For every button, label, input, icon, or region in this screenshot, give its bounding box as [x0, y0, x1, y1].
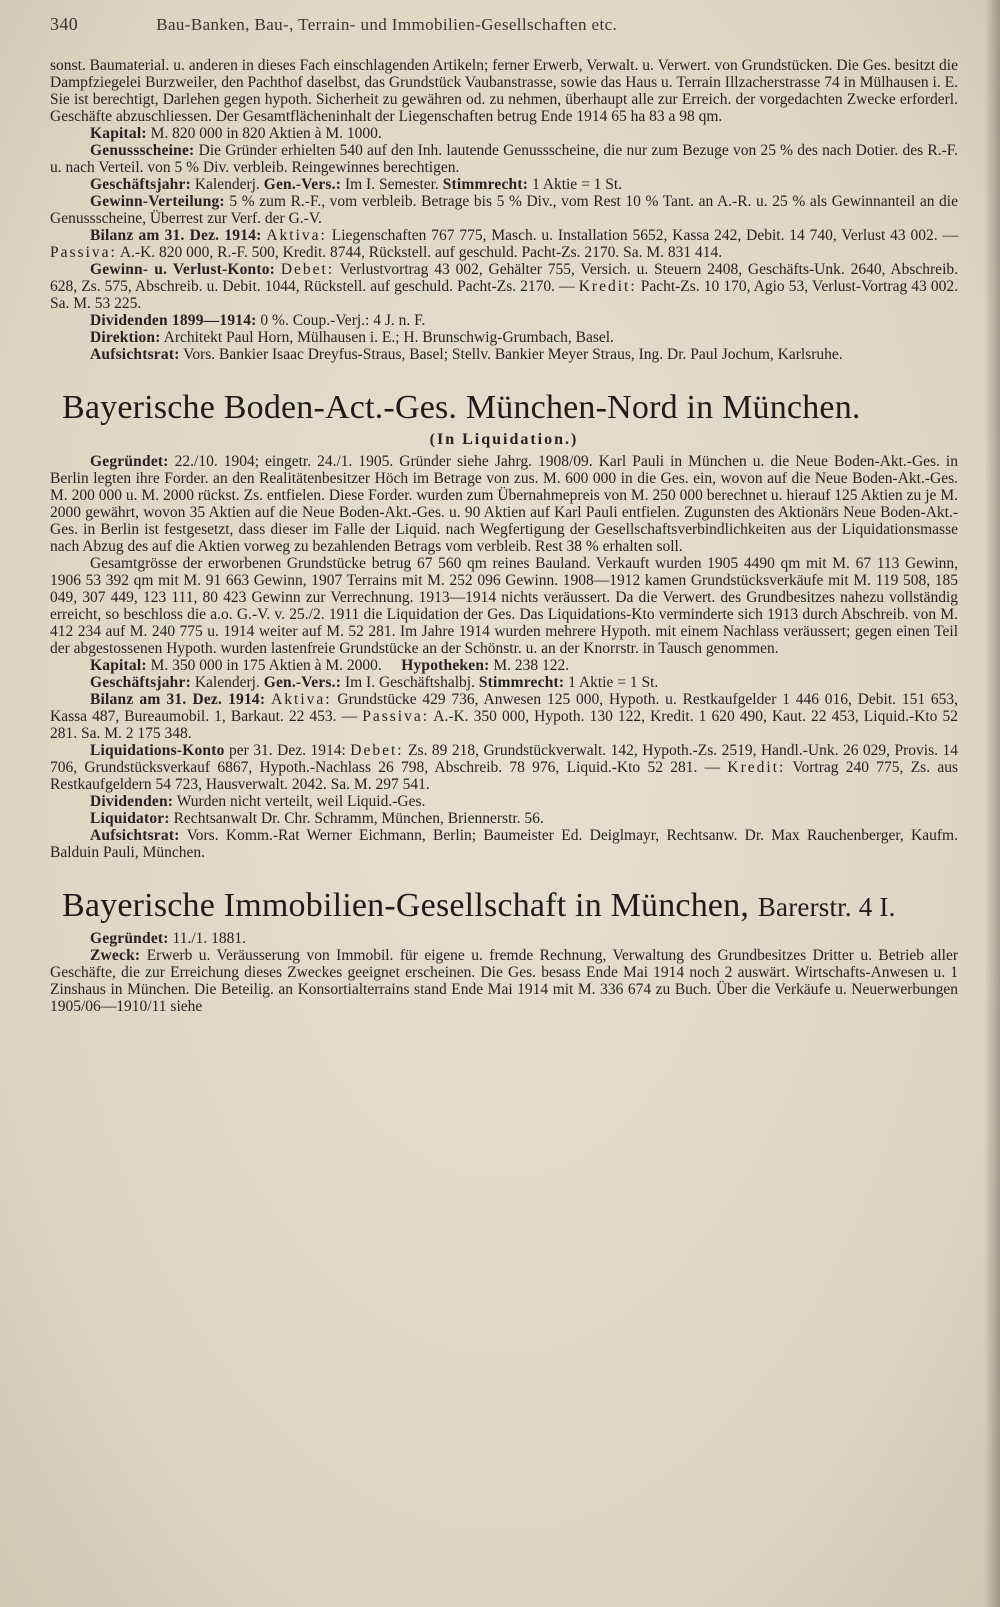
debet-label: Debet: [350, 742, 404, 759]
dividenden-label: Dividenden 1899—1914: [90, 312, 257, 329]
bilanz-label: Bilanz am 31. Dez. 1914: [90, 227, 262, 244]
kapital-label: Kapital: [90, 125, 147, 142]
aufsichtsrat-entry [50, 346, 958, 363]
genussscheine-text: Die Gründer erhielten 540 auf den Inh. lautende Genussscheine, die nur zum Bezuge von 25 % des nach Dotier. des R.-F. u. nach Verteil. von 5 % Div. verbleib. Reingewinnes berechtigen. [50, 142, 959, 176]
intro-paragraph: sonst. Baumaterial. u. anderen in dieses Fach einschlagenden Artikeln; ferner Erwerb, Verwalt. u. Verwert. von Grundstücken. Die Ges. besitzt die Dampfziegelei Burzweiler, den Pachthof daselbst, das Grundstück Vaubanstrasse, sowie das Haus u. Terrain Illzacherstrasse 74 in Mülhausen i. E. Sie ist berechtigt, Darlehen gegen hypoth. Sicherheit zu gewähren od. zu nehmen, überhaupt alle zur Erreich. der vorgedachten Zwecke erforderl. Geschäfte abzuschliessen. Der Gesamtflächeninhalt der Liegenschaften betrug Ende 1914 65 ha 83 a 98 qm. [50, 57, 958, 125]
direktion-label: Direktion: [90, 329, 161, 346]
company-title-address: Barerstr. 4 I. [757, 892, 896, 922]
debet-label: Debet: [280, 261, 335, 278]
genussscheine-label: Genussscheine: [90, 142, 195, 159]
gewinn-verlust-label: Gewinn- u. Verlust-Konto: [90, 261, 276, 278]
aktiva-label: Aktiva: [271, 691, 332, 708]
section-muenchen-nord [50, 389, 958, 861]
gegruendet-entry [50, 453, 958, 555]
kredit-text: Vortrag 240 775, Zs. aus Restkaufgeldern 54 723, Hausverwalt. 2042. Sa. M. 297 541. [50, 759, 959, 793]
gegruendet-text: 22./10. 1904; eingetr. 24./1. 1905. Gründer siehe Jahrg. 1908/09. Karl Pauli in München u. die Neue Boden-Akt.-Ges. in Berlin legten ihre Forder. an den Realitätenbesitzer Höch im Betrage von zus. M. 600 000 in die Ges. ein, wovon auf die Neue Boden-Akt.-Ges. M. 200 000 u. M. 2000 rückst. Zs. entfielen. Diese Forder. wurden zum Übernahmepreis von M. 250 000 berechnet u. hierauf 125 Aktien zu je M. 2000 gewährt, wovon 35 Aktien auf die Neue Boden-Akt.-Ges. u. 90 Aktien auf Karl Pauli entfielen. Zugunsten des Aktionärs Neue Boden-Akt.-Ges. in Berlin ist festgesetzt, dass dieser im Falle der Liquid. nach Wegfertigung der Gesellschaftsverbindlichkeiten aus der Liquidationsmasse nach Abzug des auf die Aktien vorweg zu bezahlenden Betrags vom verbleib. Rest 38 % erhalten soll. [50, 453, 958, 555]
kredit-text: Pacht-Zs. 10 170, Agio 53, Verlust-Vortrag 43 002. Sa. M. 53 225. [50, 278, 958, 312]
dividenden-entry [50, 793, 958, 810]
zweck-text: Erwerb u. Veräusserung von Immobil. für eigene u. fremde Rechnung, Verwaltung des Grundbesitzes Dritter u. Betrieb aller Geschäfte, die zur Erreichung dieses Zweckes geeignet erscheinen. Die Ges. besass Ende Mai 1914 noch 2 auswärt. Wirtschafts-Anwesen u. 1 Zinshaus in München. Die Beteilig. an Konsortialterrains stand Ende Mai 1914 mit M. 336 674 zu Buch. Über die Verkäufe u. Neuerwerbungen 1905/06—1910/11 siehe [50, 947, 958, 1015]
gen-vers-label: Gen.-Vers.: [263, 176, 342, 193]
liquidations-konto-label: Liquidations-Konto [90, 742, 225, 759]
genussscheine-entry [50, 142, 958, 176]
gewinn-verteilung-text: 5 % zum R.-F., vom verbleib. Betrage bis 5 % Div., vom Rest 10 % Tant. an A.-R. u. 25 % als Gewinnanteil an die Genussscheine, Überrest zur Verf. der G.-V. [50, 193, 958, 227]
aktiva-label: Aktiva: [266, 227, 327, 244]
kapital-entry [50, 125, 958, 142]
dividenden-text: 0 %. Coup.-Verj.: 4 J. n. F. [260, 312, 426, 329]
gegruendet-label: Gegründet: [90, 930, 169, 947]
stimmrecht-text: 1 Aktie = 1 St. [568, 674, 659, 691]
aktiva-text: Liegenschaften 767 775, Masch. u. Installation 5652, Kassa 242, Debit. 14 740, Verlust 43 002. — [331, 227, 959, 244]
aufsichtsrat-text: Vors. Bankier Isaac Dreyfus-Straus, Basel; Stellv. Bankier Meyer Straus, Ing. Dr. Paul Jochum, Karlsruhe. [183, 346, 843, 363]
liquidator-label: Liquidator: [90, 810, 170, 827]
geschaeftsjahr-label: Geschäftsjahr: [90, 674, 191, 691]
running-head [50, 14, 958, 35]
liquidator-entry [50, 810, 958, 827]
gen-vers-text: Im I. Semester. [344, 176, 439, 193]
company-title-main: Bayerische Immobilien-Gesellschaft in München, [62, 887, 750, 924]
stimmrecht-text: 1 Aktie = 1 St. [531, 176, 623, 193]
geschaeftsjahr-entry [50, 176, 958, 193]
bilanz-label: Bilanz am 31. Dez. 1914: [90, 691, 266, 708]
bilanz-entry [50, 227, 958, 261]
page-number: 340 [50, 14, 79, 34]
gegruendet-text: 11./1. 1881. [172, 930, 246, 947]
debet-text: Verlustvortrag 43 002, Gehälter 755, Versich. u. Steuern 2408, Geschäfts-Unk. 2640, Abschreib. 628, Zs. 575, Abschreib. u. Debit. 1044, Rückstell. auf geschuld. Pacht-Zs. 2170. — [50, 261, 958, 295]
stimmrecht-label: Stimmrecht: [442, 176, 529, 193]
passiva-text: A.-K. 820 000, R.-F. 500, Kredit. 8744, Rückstell. auf geschuld. Pacht-Zs. 2170. Sa. M. 831 414. [119, 244, 723, 261]
bilanz-entry [50, 691, 958, 742]
debet-text: Zs. 89 218, Grundstückverwalt. 142, Hypoth.-Zs. 2519, Handl.-Unk. 26 029, Provis. 14 706, Grundstücksverkauf 6867, Hypoth.-Nachlass 26 798, Abschreib. 78 976, Liquid.-Kto 52 281. — [50, 742, 959, 776]
gewinn-verteilung-label: Gewinn-Verteilung: [90, 193, 225, 210]
gen-vers-label: Gen.-Vers.: [263, 674, 342, 691]
aufsichtsrat-label: Aufsichtsrat: [90, 827, 180, 844]
company-title: Bayerische Boden-Act.-Ges. München-Nord in München. [62, 389, 861, 426]
direktion-entry [50, 329, 958, 346]
kredit-label: Kredit: [578, 278, 637, 295]
kredit-label: Kredit: [727, 759, 786, 776]
gen-vers-text: Im I. Geschäftshalbj. [344, 674, 475, 691]
kapital-label: Kapital: [90, 657, 147, 674]
stimmrecht-label: Stimmrecht: [478, 674, 565, 691]
aufsichtsrat-entry [50, 827, 958, 861]
company-title [62, 887, 958, 926]
dividenden-entry [50, 312, 958, 329]
gewinn-verteilung-entry [50, 193, 958, 227]
dividenden-text: Wurden nicht verteilt, weil Liquid.-Ges. [176, 793, 426, 810]
liquidations-konto-entry [50, 742, 958, 793]
aufsichtsrat-text: Vors. Komm.-Rat Werner Eichmann, Berlin; Baumeister Ed. Deiglmayr, Rechtsanw. Dr. Max Rauchenberger, Kaufm. Balduin Pauli, München. [50, 827, 958, 861]
gegruendet-entry [50, 930, 958, 947]
hypotheken-label: Hypotheken: [401, 657, 490, 674]
section-continuation [50, 57, 958, 363]
kapital-text: M. 350 000 in 175 Aktien à M. 2000. [150, 657, 382, 674]
liquidator-text: Rechtsanwalt Dr. Chr. Schramm, München, Briennerstr. 56. [173, 810, 544, 827]
page-edge-shadow [984, 0, 1000, 1607]
passiva-label: Passiva: [50, 244, 117, 261]
geschaeftsjahr-label: Geschäftsjahr: [90, 176, 191, 193]
section-immobilien-gesellschaft [50, 887, 958, 1015]
liquidations-konto-date: per 31. Dez. 1914: [229, 742, 346, 759]
gewinn-verlust-entry [50, 261, 958, 312]
passiva-text: A.-K. 350 000, Hypoth. 130 122, Kredit. 1 620 490, Kaut. 22 453, Liquid.-Kto 52 281. Sa. M. 2 175 348. [50, 708, 958, 742]
passiva-label: Passiva: [362, 708, 430, 725]
company-subtitle: (In Liquidation.) [429, 431, 579, 448]
geschaeftsjahr-text: Kalenderj. [194, 176, 260, 193]
direktion-text: Architekt Paul Horn, Mülhausen i. E.; H. Brunschwig-Grumbach, Basel. [163, 329, 614, 346]
zweck-entry [50, 947, 958, 1015]
geschaeftsjahr-text: Kalenderj. [194, 674, 260, 691]
aktiva-text: Grundstücke 429 736, Anwesen 125 000, Hypoth. u. Restkaufgelder 1 446 016, Debit. 151 653, Kassa 487, Bureaumobil. 1, Barkaut. 22 453. — [50, 691, 959, 725]
gegruendet-label: Gegründet: [90, 453, 169, 470]
zweck-label: Zweck: [90, 947, 141, 964]
geschaeftsjahr-entry [50, 674, 958, 691]
dividenden-label: Dividenden: [90, 793, 174, 810]
running-title: Bau-Banken, Bau-, Terrain- und Immobilien-Gesellschaften etc. [156, 15, 618, 34]
kapital-entry [50, 657, 958, 674]
gesamtgroesse-paragraph: Gesamtgrösse der erworbenen Grundstücke betrug 67 560 qm reines Bauland. Verkauft wurden 1905 4490 qm mit M. 67 113 Gewinn, 1906 53 392 qm mit M. 91 663 Gewinn, 1907 Terrains mit M. 252 096 Gewinn. 1908—1912 kamen Grundstücksverkäufe mit M. 119 508, 185 049, 307 449, 123 111, 80 423 Gewinn zur Verrechnung. 1913—1914 nichts veräussert. Da die Verwert. des Grundbesitzes nahezu vollständig erreicht, so beschloss die a.o. G.-V. v. 25./2. 1911 die Liquidation der Ges. Das Liquidations-Kto verminderte sich 1913 durch Abschreib. von M. 412 234 auf M. 240 775 u. 1914 weiter auf M. 52 281. Im Jahre 1914 wurden mehrere Hypoth. mit einem Nachlass veräussert; gegen einen Teil der abgestossenen Hypoth. wurden lastenfreie Grundstücke an der Schönstr. u. an der Knorrstr. in Tausch genommen. [50, 555, 958, 657]
hypotheken-text: M. 238 122. [493, 657, 570, 674]
kapital-text: M. 820 000 in 820 Aktien à M. 1000. [150, 125, 382, 142]
aufsichtsrat-label: Aufsichtsrat: [90, 346, 180, 363]
